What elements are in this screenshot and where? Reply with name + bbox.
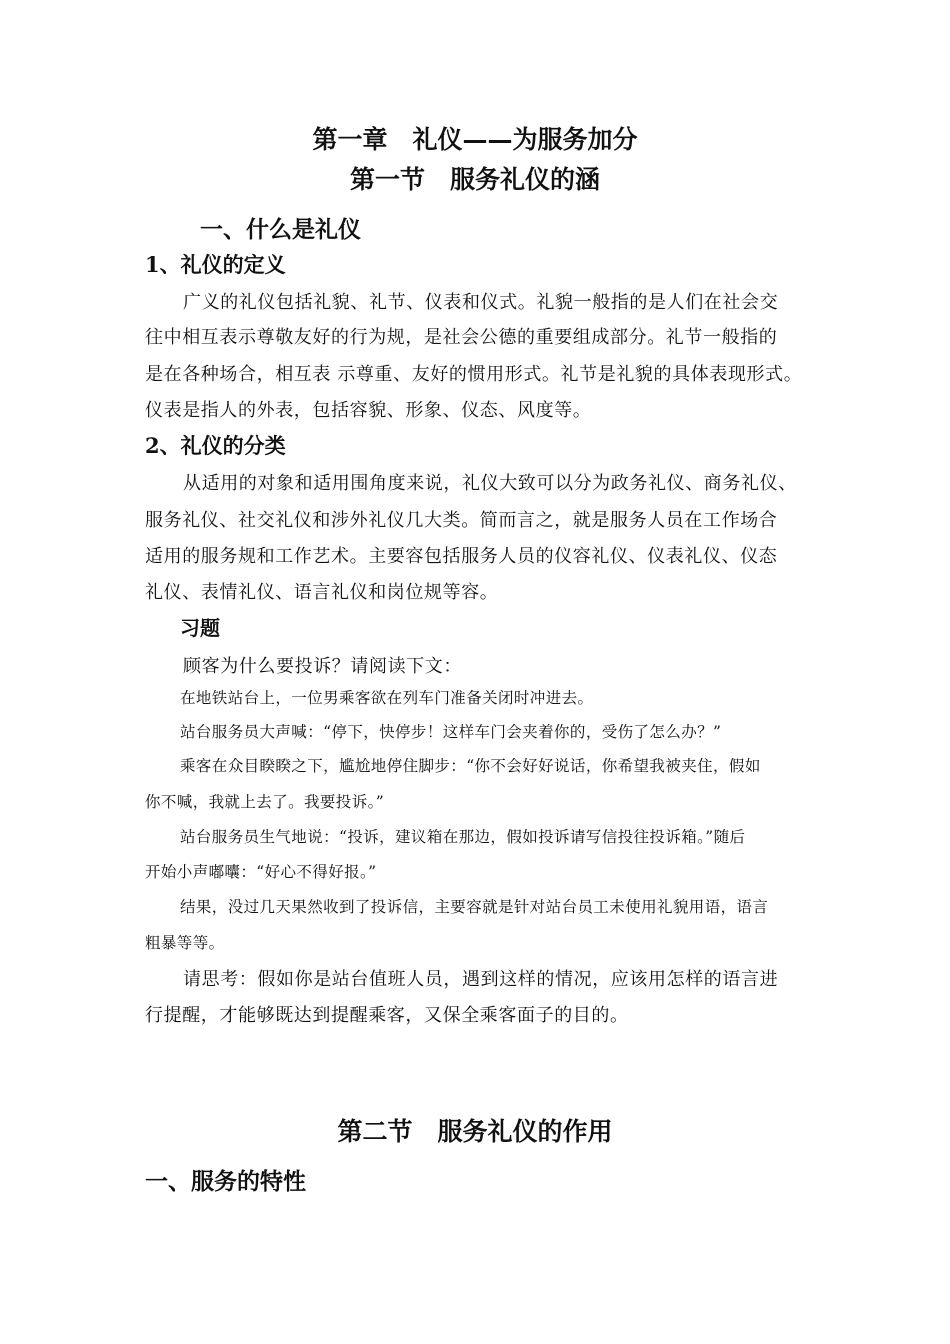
question-line-2: 行提醒，才能够既达到提醒乘客，又保全乘客面子的目的。 xyxy=(145,1005,629,1026)
story-line-3: 乘客在众目睽睽之下，尴尬地停住脚步：“你不会好好说话，你希望我被夹住，假如 xyxy=(180,757,761,775)
item2-line-4: 礼仪、表情礼仪、语言礼仪和岗位规等容。 xyxy=(145,582,499,603)
section1-title: 第一节 服务礼仪的涵 xyxy=(349,165,600,194)
item2-line-2: 服务礼仪、社交礼仪和涉外礼仪几大类。简而言之，就是服务人员在工作场合 xyxy=(145,510,778,531)
chapter-title: 第一章 礼仪——为服务加分 xyxy=(312,125,638,154)
story-line-8: 粗暴等等。 xyxy=(145,934,225,952)
item1-line-4: 仪表是指人的外表，包括容貌、形象、仪态、风度等。 xyxy=(145,400,592,421)
item2-line-3: 适用的服务规和工作艺术。主要容包括服务人员的仪容礼仪、仪表礼仪、仪态 xyxy=(145,546,778,567)
exercise-title: 习题 xyxy=(180,616,220,640)
question-line-1: 请思考：假如你是站台值班人员，遇到这样的情况，应该用怎样的语言进 xyxy=(183,969,779,990)
item1-line-3: 是在各种场合，相互表 示尊重、友好的惯用形式。礼节是礼貌的具体表现形式。 xyxy=(145,364,803,385)
story-line-7: 结果，没过几天果然收到了投诉信，主要容就是针对站台员工未使用礼貌用语，语言 xyxy=(180,898,769,916)
section1-subsection-title: 一、什么是礼仪 xyxy=(200,216,361,243)
story-line-2: 站台服务员大声喊：“停下，快停步！这样车门会夹着你的，受伤了怎么办？” xyxy=(180,723,722,741)
item1-line-2: 往中相互表示尊敬友好的行为规，是社会公德的重要组成部分。礼节一般指的 xyxy=(145,327,778,348)
item1-line-1: 广义的礼仪包括礼貌、礼节、仪表和仪式。礼貌一般指的是人们在社会交 xyxy=(183,292,779,313)
story-line-1: 在地铁站台上，一位男乘客欲在列车门准备关闭时冲进去。 xyxy=(180,689,594,707)
item2-line-1: 从适用的对象和适用围角度来说，礼仪大致可以分为政务礼仪、商务礼仪、 xyxy=(183,473,797,494)
exercise-intro: 顾客为什么要投诉？请阅读下文： xyxy=(183,656,462,677)
story-line-5: 站台服务员生气地说：“投诉，建议箱在那边，假如投诉请写信投往投诉箱。”随后 xyxy=(180,828,746,846)
section2-subsection-title: 一、服务的特性 xyxy=(145,1168,306,1195)
section2-title: 第二节 服务礼仪的作用 xyxy=(337,1117,613,1146)
story-line-6: 开始小声嘟囔：“好心不得好报。” xyxy=(145,863,377,881)
item2-title: 2、礼仪的分类 xyxy=(145,433,286,458)
story-line-4: 你不喊，我就上去了。我要投诉。” xyxy=(145,793,385,811)
item1-title: 1、礼仪的定义 xyxy=(145,252,286,277)
